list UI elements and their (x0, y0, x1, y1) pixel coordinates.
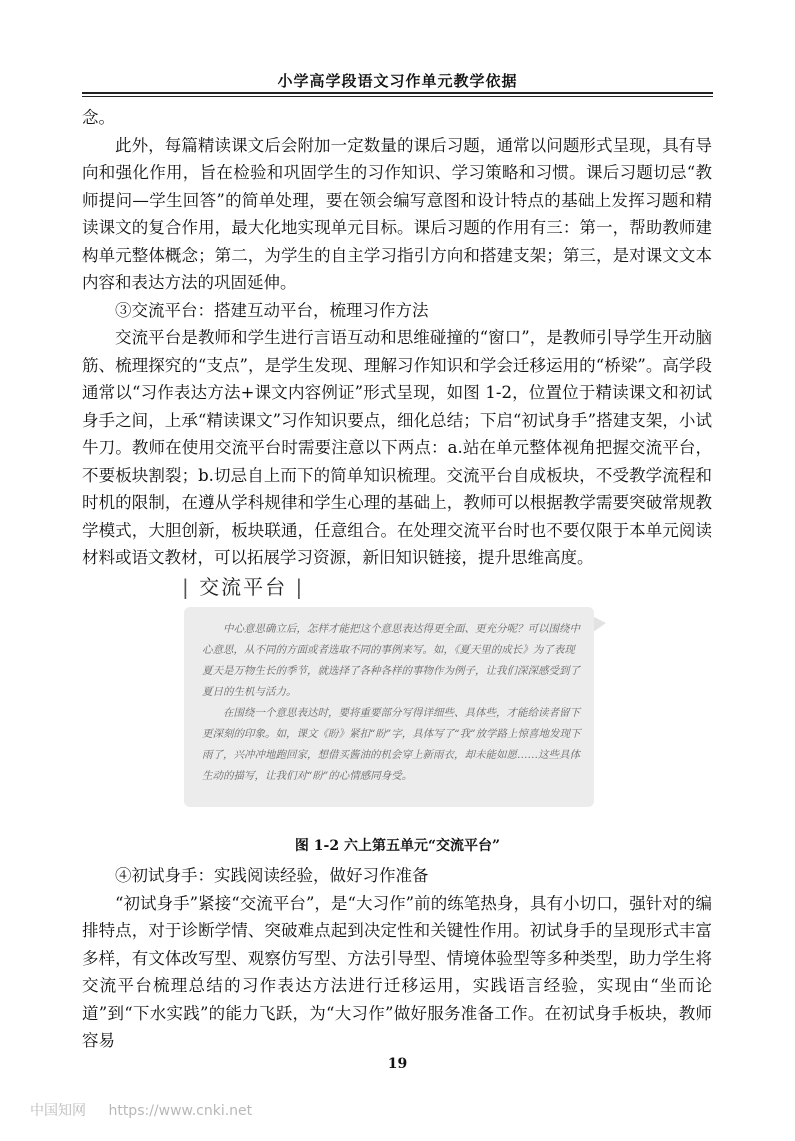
page-number: 19 (387, 1056, 408, 1072)
watermark-url: https://www.cnki.net (108, 1103, 253, 1119)
paragraph-first-try: “初试身手”紧接“交流平台”，是“大习作”前的练笔热身，具有小切口，强针对的编排特点，对于诊断学情、突破难点起到决定性和关键性作用。初试身手的呈现形式丰富多样，有文体改写型、观察仿写型、方法引导型、情境体验型等多种类型，助力学生将交流平台梳理总结的习作表达方法进行迁移运用，实践语言经验，实现由“坐而论道”到“下水实践”的能力飞跃，为“大习作”做好服务准备工作。在初试身手板块，教师容易 (82, 893, 712, 1050)
figure-paragraph-2: 在围绕一个意思表达时，要将重要部分写得详细些、具体些，才能给读者留下更深刻的印象。如，课文《盼》紧扣“盼”字，具体写了“我”放学路上惊喜地发现下雨了，兴冲冲地跑回家，想借买酱油的机会穿上新雨衣，却未能如愿……这些具体生动的描写，让我们对“盼”的心情感同身受。 (202, 707, 581, 782)
figure-text (202, 619, 582, 787)
figure-paragraph-1: 中心意思确立后，怎样才能把这个意思表达得更全面、更充分呢？可以围绕中心意思，从不同的方面或者选取不同的事例来写。如，《夏天里的成长》为了表现夏天是万物生长的季节，就选择了各种各样的事物作为例子，让我们深深感受到了夏日的生机与活力。 (202, 623, 580, 698)
title-bar-left: | (182, 575, 200, 599)
running-header: 小学高学段语文习作单元教学依据 (277, 72, 518, 90)
figure-panel (184, 607, 594, 807)
paragraph-exchange-platform: 交流平台是教师和学生进行言语互动和思维碰撞的“窗口”，是教师引导学生开动脑筋、梳理探究的“支点”，是学生发现、理解习作知识和学会迁移运用的“桥梁”。高学段通常以“习作表达方法+课文内容例证”形式呈现，如图 1-2，位置位于精读课文和初试身手之间，上承“精读课文”习作知识要点，细化总结；下启“初试身手”搭建支架，小试牛刀。教师在使用交流平台时需要注意以下两点：a.站在单元整体视角把握交流平台，不要板块割裂；b.切忌自上而下的简单知识梳理。交流平台自成板块，不受教学流程和时机的限制，在遵从学科规律和学生心理的基础上，教师可以根据教学需要突破常规教学模式，大胆创新，板块联通，任意组合。在处理交流平台时也不要仅限于本单元阅读材料或语文教材，可以拓展学习资源，新旧知识链接，提升思维高度。 (82, 328, 712, 567)
figure-title-text: 交流平台 (199, 575, 288, 599)
figure-title (182, 571, 304, 600)
title-bar-right: | (287, 575, 305, 599)
section-heading-exchange-platform: ③交流平台：搭建互动平台，梳理习作方法 (115, 300, 429, 320)
watermark-brand: 中国知网 (30, 1103, 86, 1119)
watermark (30, 1100, 252, 1120)
header-rule (82, 92, 713, 97)
paragraph-continuation: 念。 (82, 108, 115, 127)
figure-1-2 (180, 565, 620, 825)
section-heading-first-try: ④初试身手：实践阅读经验，做好习作准备 (115, 866, 429, 885)
body-text-top (82, 104, 712, 572)
figure-caption: 图 1-2 六上第五单元“交流平台” (294, 838, 501, 854)
paragraph-after-exercises: 此外，每篇精读课文后会附加一定数量的课后习题，通常以问题形式呈现，具有导向和强化作用，旨在检验和巩固学生的习作知识、学习策略和习惯。课后习题切忌“教师提问—学生回答”的简单处理，要在领会编写意图和设计特点的基础上发挥习题和精读课文的复合作用，最大化地实现单元目标。课后习题的作用有三：第一，帮助教师建构单元整体概念；第二，为学生的自主学习指引方向和搭建支架；第三，是对课文文本内容和表达方法的巩固延伸。 (82, 135, 712, 292)
body-text-bottom (82, 862, 712, 1055)
